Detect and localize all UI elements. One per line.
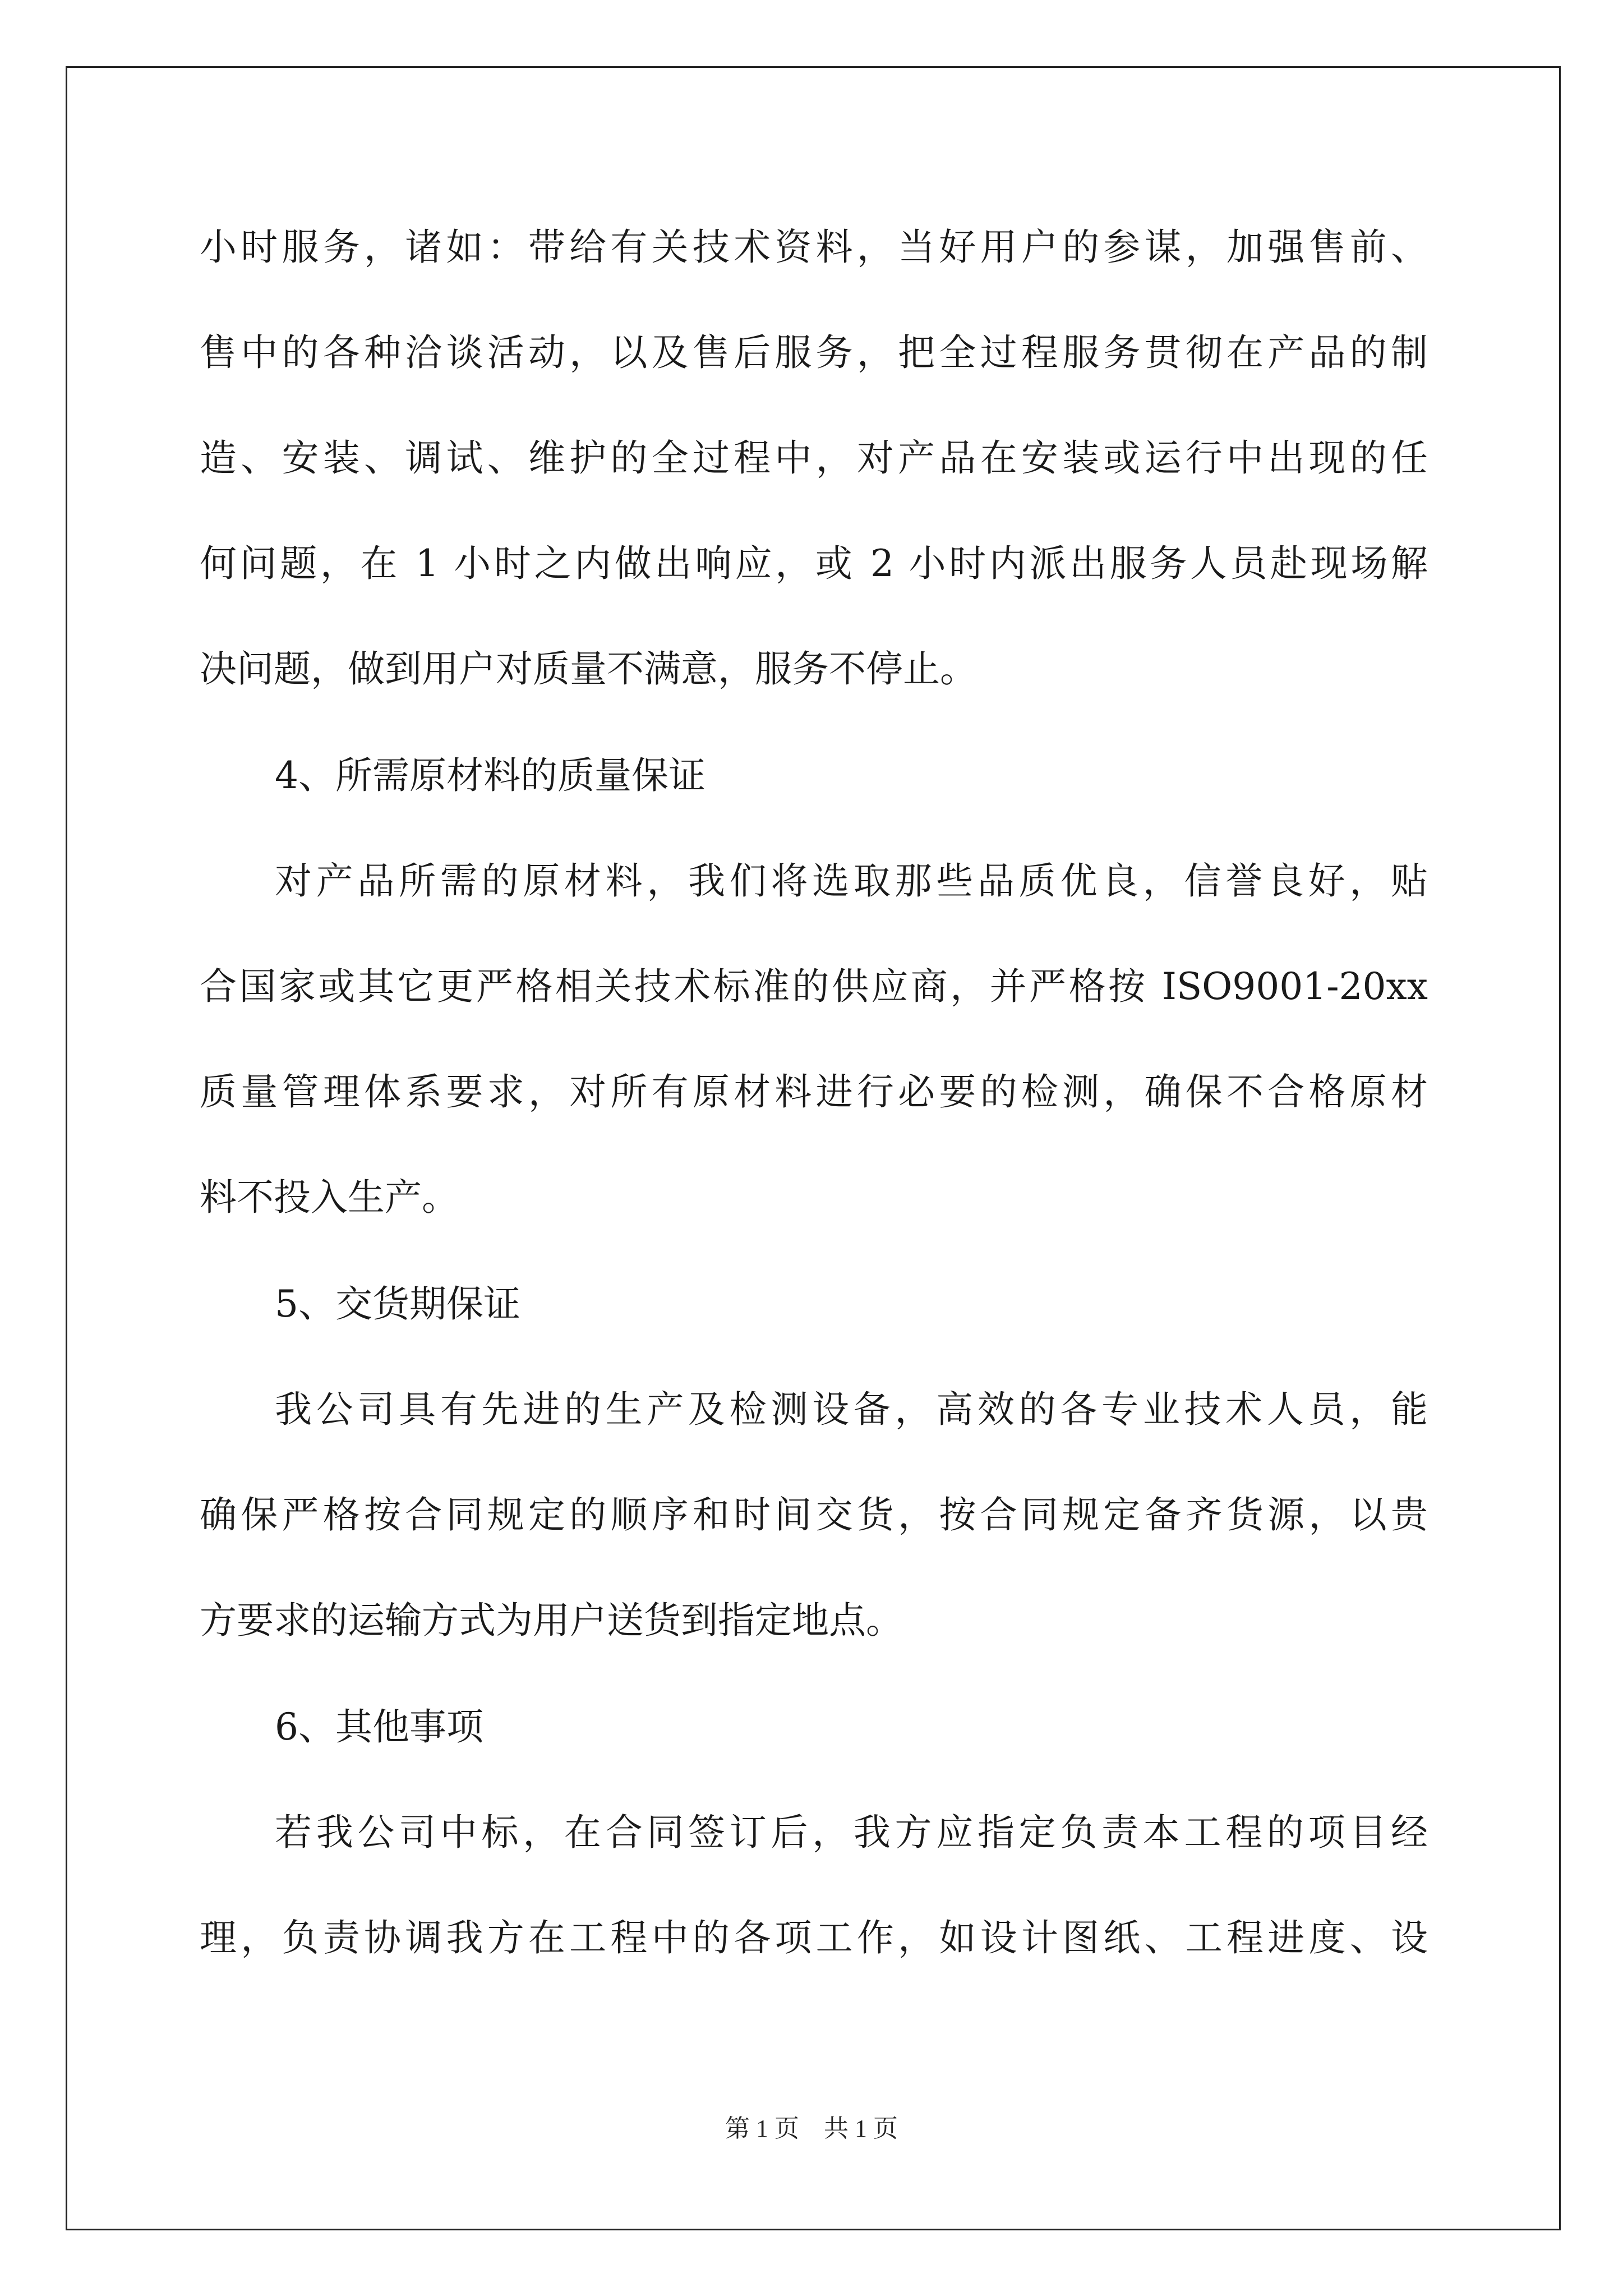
paragraph-line: 造、安装、调试、维护的全过程中，对产品在安装或运行中出现的任: [200, 436, 1428, 480]
paragraph-line: 何问题，在 1 小时之内做出响应，或 2 小时内派出服务人员赴现场解: [200, 542, 1428, 585]
section-heading: 5、交货期保证: [275, 1282, 520, 1326]
paragraph-line: 确保严格按合同规定的顺序和时间交货，按合同规定备齐货源，以贵: [200, 1493, 1428, 1536]
section-heading: 6、其他事项: [275, 1705, 483, 1749]
paragraph-line: 质量管理体系要求，对所有原材料进行必要的检测，确保不合格原材: [200, 1070, 1428, 1114]
paragraph-line: 售中的各种洽谈活动，以及售后服务，把全过程服务贯彻在产品的制: [200, 331, 1428, 374]
paragraph-line: 决问题，做到用户对质量不满意，服务不停止。: [200, 647, 977, 691]
paragraph-line: 料不投入生产。: [200, 1176, 459, 1219]
paragraph-line: 理，负责协调我方在工程中的各项工作，如设计图纸、工程进度、设: [200, 1916, 1428, 1959]
paragraph-line: 我公司具有先进的生产及检测设备，高效的各专业技术人员，能: [275, 1388, 1428, 1431]
paragraph-line: 合国家或其它更严格相关技术标准的供应商，并严格按 ISO9001-20xx: [200, 965, 1428, 1008]
paragraph-line: 小时服务，诸如：带给有关技术资料，当好用户的参谋，加强售前、: [200, 226, 1428, 269]
page-frame: [66, 66, 1561, 2230]
paragraph-line: 对产品所需的原材料，我们将选取那些品质优良，信誉良好，贴: [275, 859, 1428, 903]
paragraph-line: 若我公司中标，在合同签订后，我方应指定负责本工程的项目经: [275, 1811, 1428, 1854]
paragraph-line: 方要求的运输方式为用户送货到指定地点。: [200, 1599, 903, 1642]
section-heading: 4、所需原材料的质量保证: [275, 754, 706, 797]
page-number: 第 1 页 共 1 页: [725, 2115, 898, 2142]
